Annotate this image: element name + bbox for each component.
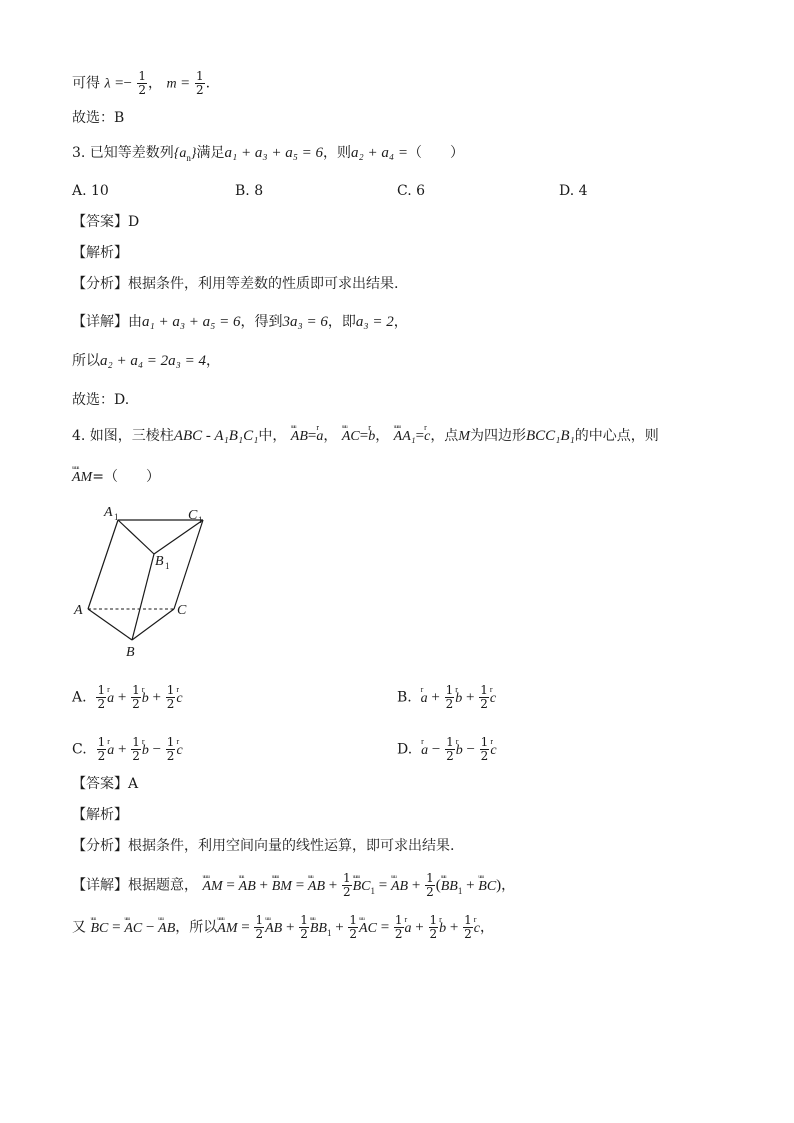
svg-text:1: 1 (114, 512, 119, 522)
eq: = (114, 75, 124, 92)
q3-option-d: D. 4 (559, 183, 588, 199)
prism-figure (70, 502, 210, 662)
q3-option-b: B. 8 (235, 183, 264, 199)
q3-condition: a₁ + a₃ + a₅ = 6 (224, 145, 324, 161)
vec-ac: ᵘᵘᵘ AC (342, 427, 360, 447)
vec-ab: ᵘᵘᵘ AB (291, 427, 308, 447)
q4-analysis-tag: 【解析】 (72, 807, 128, 823)
m-symbol: m (166, 76, 177, 92)
vec-aa1: ᵘᵘᵘᵘ AA₁ (394, 427, 416, 447)
label-c1: C (188, 508, 198, 523)
fraction-half: $\frac{1}{2}$ (138, 69, 147, 97)
q4-stem-2: ᵘᵘᵘᵘ AM=（ ） (72, 467, 160, 488)
label-c: C (177, 603, 187, 618)
prev-prefix: 可得 (72, 75, 100, 92)
svg-text:1: 1 (165, 561, 170, 571)
lambda-symbol: λ (104, 76, 111, 92)
period: . (205, 75, 211, 92)
q3-seq: $\{a_n\}$ (173, 146, 197, 163)
vec-c: r c (424, 427, 430, 447)
q3-line2: 所以a₂ + a₄ = 2a₃ = 4， (72, 353, 221, 369)
q3-ask: a₂ + a₄ = (351, 145, 408, 161)
q3-stem-b: 满足 (196, 145, 225, 161)
q3-stem-c: ，则 (323, 145, 352, 161)
eq2: = (181, 75, 190, 92)
label-b1: B (155, 554, 164, 569)
label-a: A (74, 603, 83, 618)
label-a1: A (104, 505, 113, 520)
minus: − (123, 75, 132, 92)
vec-a: r a (316, 427, 323, 447)
fraction-half-2: $\frac{1}{2}$ (195, 69, 204, 97)
q4-option-b: B. r a + $\frac{1}{2}$ r b + $\frac{1}{2}$ r c (397, 684, 496, 711)
q3-answer: 【答案】D (72, 214, 140, 230)
q4-option-a: A. $\frac{1}{2}$ r a + $\frac{1}{2}$ r b + $\frac{1}{2}$ r c (72, 684, 183, 711)
q3-paren: （ ） (407, 145, 464, 161)
svg-text:1: 1 (198, 515, 203, 525)
q3-fenxi: 【分析】根据条件，利用等差数的性质即可求出结果. (72, 276, 399, 292)
q4-xiangjie: 【详解】根据题意， ᵘᵘᵘᵘ AM = ᵘᵘᵘ AB + ᵘᵘᵘᵘ BM = ᵘᵘᵘ AB + $\frac{1}{2}$ ᵘᵘᵘᵘ $BC_1$ = ᵘᵘᵘ AB + $\frac{1}{2}$ (ᵘᵘᵘ $BB_1$ + ᵘᵘᵘ BC)， (72, 872, 515, 901)
prev-result-line (72, 70, 210, 97)
prev-choice: 故选：B (72, 110, 125, 126)
q4-option-d: D. r a − $\frac{1}{2}$ r b − $\frac{1}{2}$ r c (397, 736, 497, 763)
q4-line2: 又 ᵘᵘᵘ BC = ᵘᵘᵘ AC − ᵘᵘᵘ AB，所以ᵘᵘᵘᵘ AM = $\frac{1}{2}$ ᵘᵘᵘ AB + $\frac{1}{2}$ ᵘᵘᵘ $BB_1$ + $\frac{1}{2}$ ᵘᵘᵘ AC = $\frac{1}{2}$ r a + $\frac{1}{2}$ r b + $\frac{1}{2}$ r c， (72, 914, 494, 943)
q4-answer: 【答案】A (72, 776, 139, 792)
vec-b: r b (368, 427, 375, 447)
q4-fenxi: 【分析】根据条件，利用空间向量的线性运算，即可求出结果. (72, 838, 455, 854)
q3-stem (72, 143, 464, 168)
vec-am: ᵘᵘᵘᵘ AM (72, 468, 92, 488)
q3-answer-value: D (128, 214, 140, 230)
q3-option-c: C. 6 (397, 183, 426, 199)
q3-choice: 故选：D. (72, 392, 130, 408)
q3-xiangjie: 【详解】由a₁ + a₃ + a₅ = 6，得到3a₃ = 6，即a₃ = 2， (72, 314, 408, 330)
q3-option-a: A. 10 (72, 183, 109, 199)
q3-stem-a: 3. 已知等差数列 (72, 145, 174, 161)
q4-option-c: C. $\frac{1}{2}$ r a + $\frac{1}{2}$ r b − $\frac{1}{2}$ r c (72, 736, 183, 763)
q3-analysis-tag: 【解析】 (72, 245, 128, 261)
q4-stem: 4. 如图，三棱柱ABC - A₁B₁C₁中， ᵘᵘᵘ AB=r a， ᵘᵘᵘ AC=r b， ᵘᵘᵘᵘ AA₁=r c，点M为四边形BCC₁B₁的中心点，则 (72, 426, 659, 447)
comma: ， (148, 75, 163, 92)
label-b: B (126, 645, 135, 660)
